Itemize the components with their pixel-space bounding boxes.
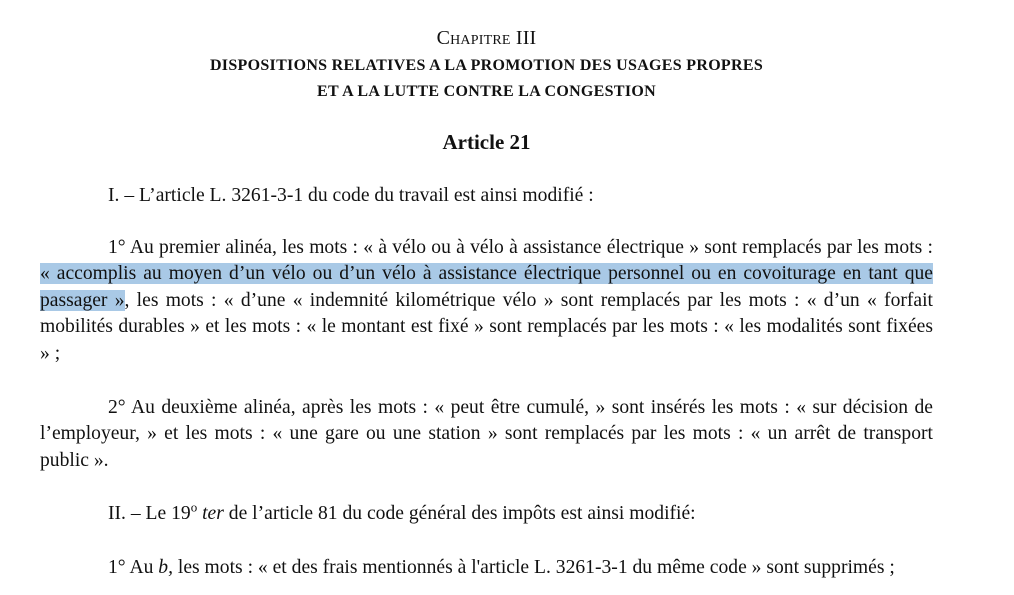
paragraph-ii-text-before: II. – Le 19 [108,503,191,525]
paragraph-ii-1-text-before: 1° Au [108,556,159,578]
paragraph-ii-1-text-after: les mots : « et des frais mentionnés à l'article L. 3261-3-1 du même code » sont supprimés ; [173,556,895,578]
paragraph-1-text-after: , les mots : « d’une « indemnité kilométrique vélo » sont remplacés par les mots : « d’un « forfait mobilités durables » et les mots : « le montant est fixé » sont remplacés par les mots : « les modalités sont fixées » ; [40,289,933,364]
chapter-heading-line-2: ET A LA LUTTE CONTRE LA CONGESTION [317,83,656,100]
chapter-label: Chapitre III [436,27,537,49]
paragraph-ii-1 [40,555,933,582]
paragraph-1-text-before: 1° Au premier alinéa, les mots : « à vélo ou à vélo à assistance électrique » sont remplacés par les mots : [108,236,933,258]
b-italic: b, [158,556,173,578]
selected-text-highlight[interactable]: « accomplis au moyen d’un vélo ou d’un vélo à assistance électrique personnel ou en covoiturage en tant que passager » [40,263,933,311]
document-body [40,26,933,582]
paragraph-2-second-alinea: 2° Au deuxième alinéa, après les mots : « peut être cumulé, » sont insérés les mots : « sur décision de l’employeur, » et les mots : « une gare ou une station » sont remplacés par les mots : « un arrêt de transport public ». [40,396,933,471]
article-title: Article 21 [442,130,531,154]
paragraph-i: I. – L’article L. 3261-3-1 du code du travail est ainsi modifié : [108,185,594,206]
ordinal-superscript: o [190,499,198,515]
paragraph-ii-text-after: de l’article 81 du code général des impôts est ainsi modifié: [223,503,696,525]
ter-italic: ter [202,503,224,525]
chapter-heading-line-1: DISPOSITIONS RELATIVES A LA PROMOTION DES USAGES PROPRES [209,57,764,74]
paragraph-ii [40,501,933,528]
paragraph-1-first-alinea [40,235,933,368]
